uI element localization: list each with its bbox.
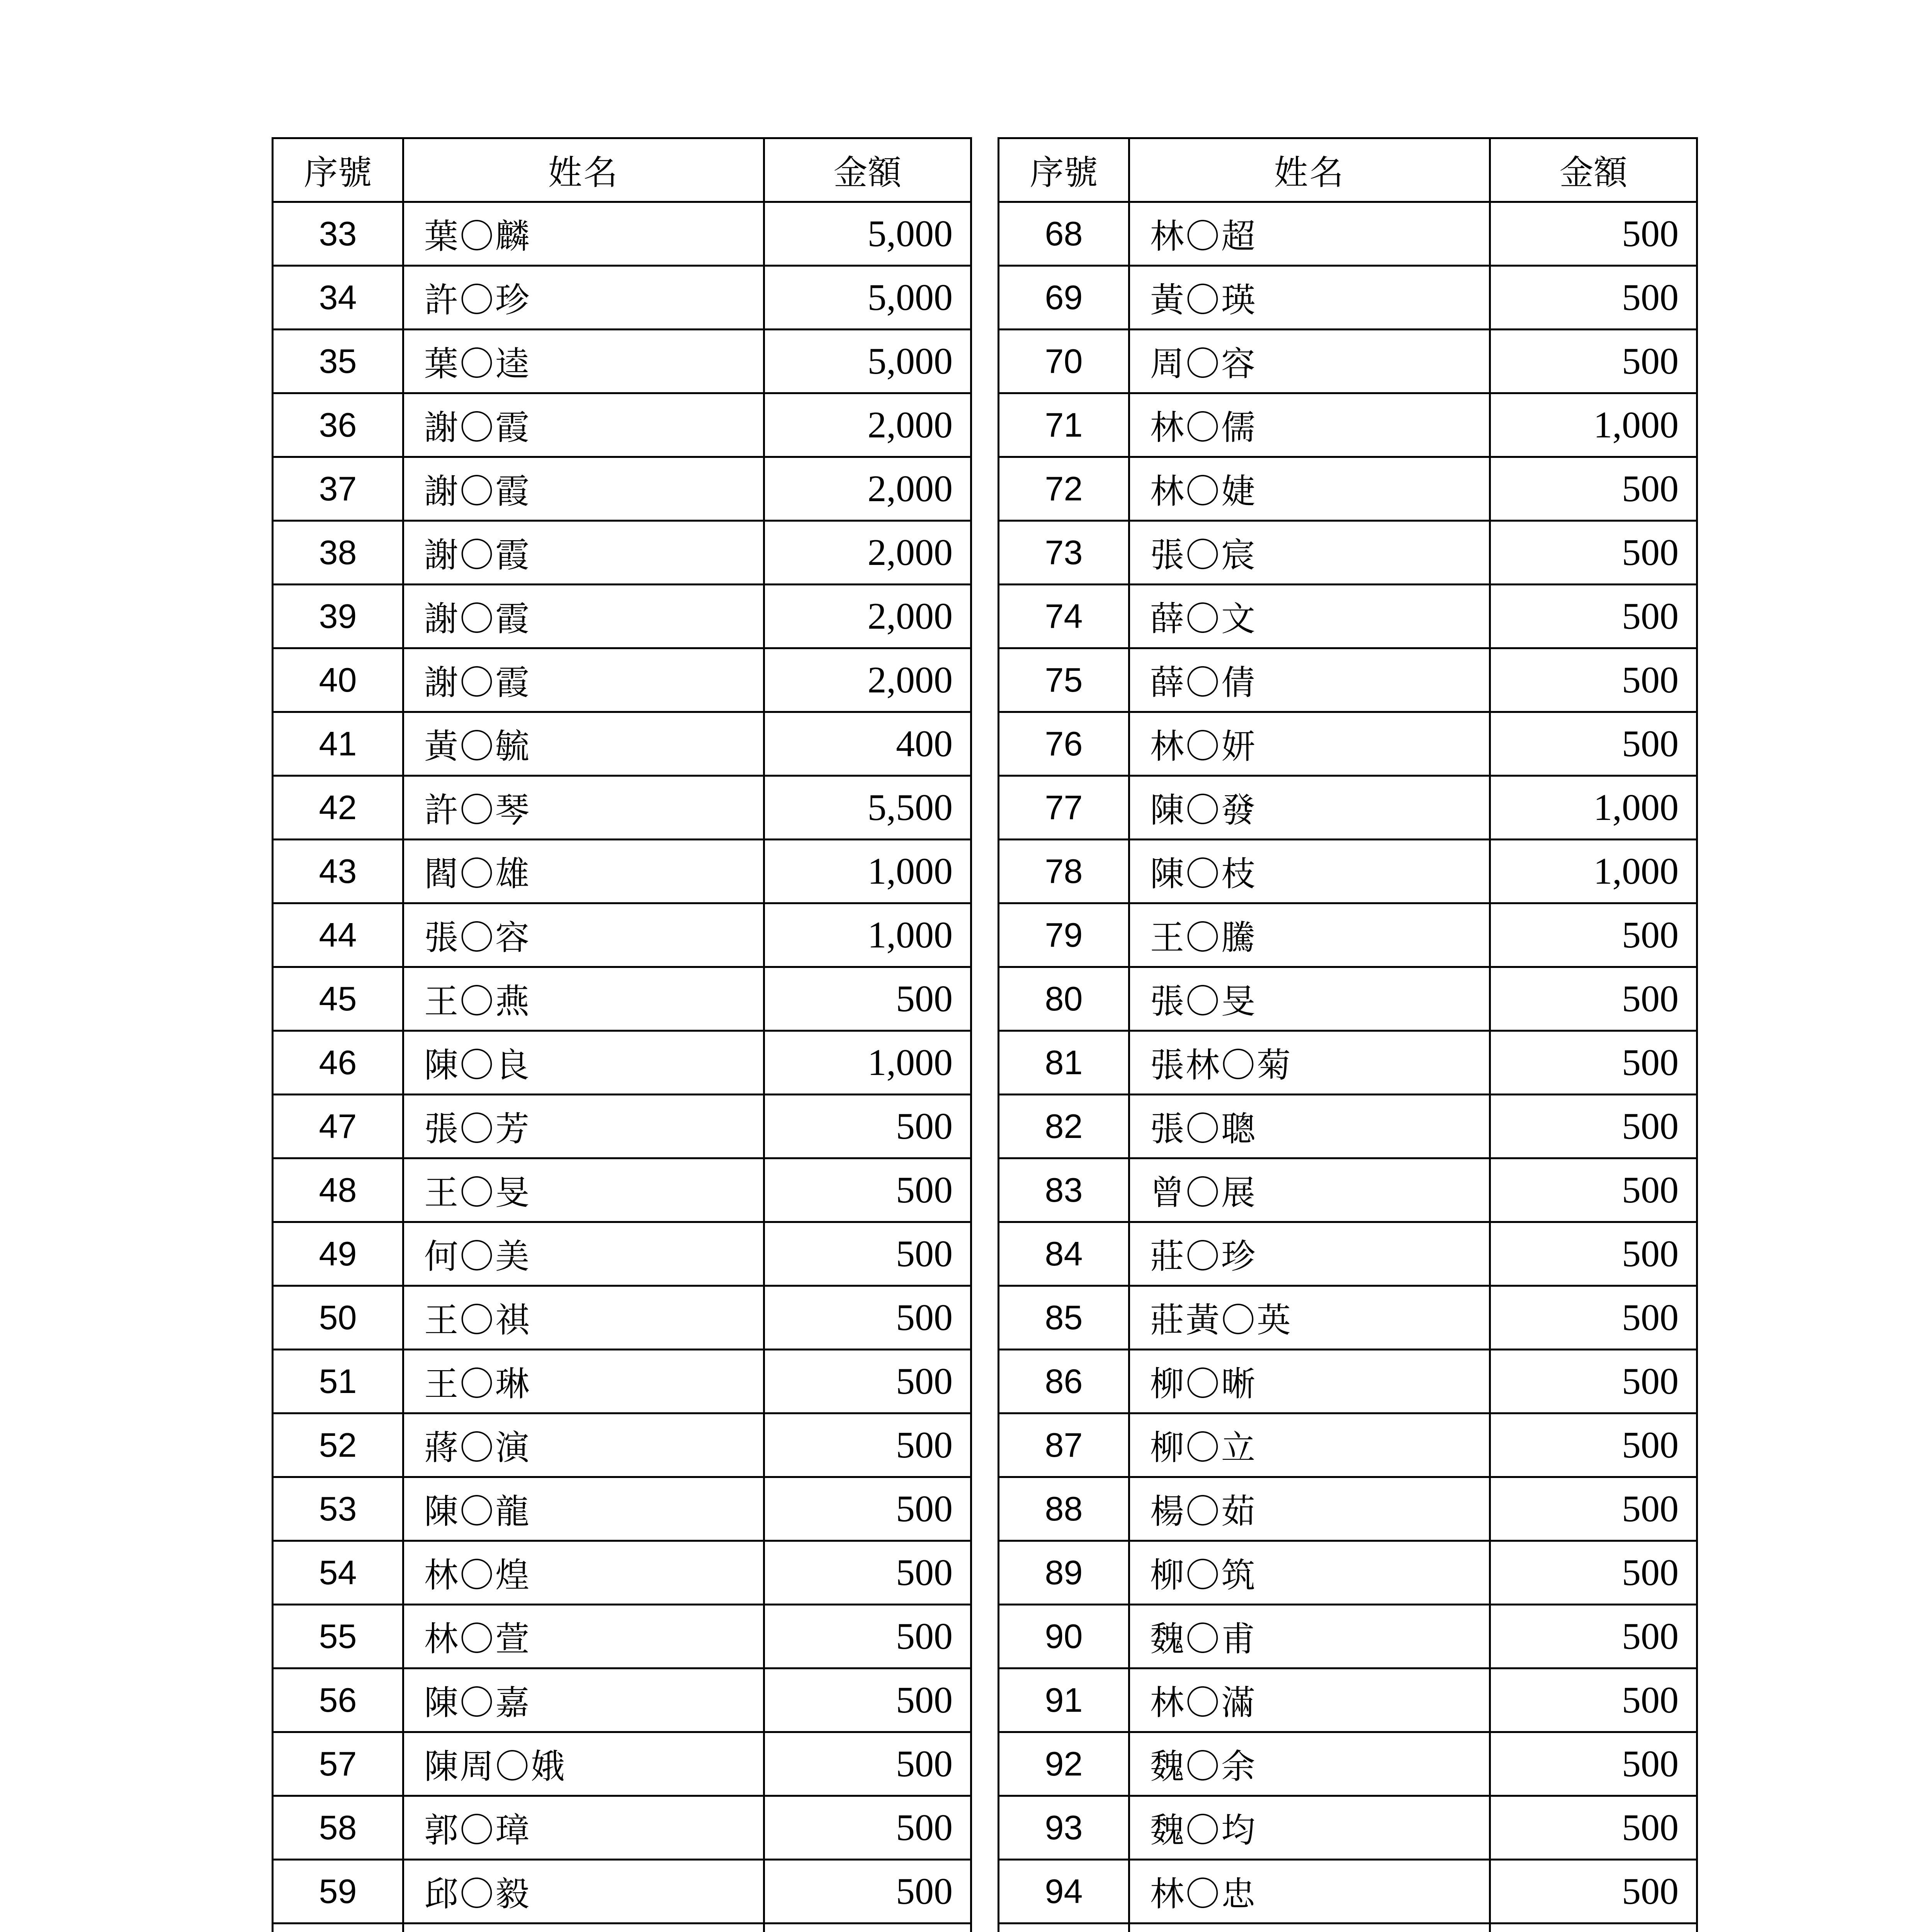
amount-cell: 500 (1490, 585, 1697, 648)
amount-cell: 500 (1490, 521, 1697, 585)
amount-cell: 1,000 (764, 840, 971, 903)
name-cell: 林〇超 (1129, 202, 1490, 266)
amount-cell: 2,000 (764, 393, 971, 457)
name-cell: 何〇美 (403, 1222, 764, 1286)
name-cell: 王〇琳 (403, 1350, 764, 1413)
serial-number-cell: 93 (999, 1796, 1129, 1860)
amount-cell: 500 (1490, 903, 1697, 967)
name-cell: 莊〇珍 (1129, 1222, 1490, 1286)
amount-cell: 500 (1490, 1350, 1697, 1413)
donor-table-left (272, 137, 972, 1932)
amount-cell: 500 (764, 1605, 971, 1668)
name-cell: 陳〇龍 (403, 1477, 764, 1541)
amount-cell: 500 (764, 1158, 971, 1222)
donor-table-right (998, 137, 1698, 1932)
amount-cell: 2,000 (764, 521, 971, 585)
header-amount: 金額 (1490, 138, 1697, 202)
table-row (273, 1413, 971, 1477)
name-cell: 許〇珍 (403, 266, 764, 330)
table-row (999, 1222, 1697, 1286)
amount-cell: 500 (764, 1732, 971, 1796)
serial-number-cell: 52 (273, 1413, 403, 1477)
name-cell: 林〇滿 (1129, 1668, 1490, 1732)
table-row (999, 776, 1697, 840)
table-row (273, 1860, 971, 1923)
table-body-right (999, 202, 1697, 1932)
serial-number-cell: 40 (273, 648, 403, 712)
amount-cell: 500 (1490, 648, 1697, 712)
table-row (999, 1796, 1697, 1860)
header-name: 姓名 (403, 138, 764, 202)
amount-cell: 1,000 (1490, 393, 1697, 457)
table-row (999, 840, 1697, 903)
amount-cell: 500 (764, 1095, 971, 1158)
name-cell: 王〇燕 (403, 967, 764, 1031)
amount-cell: 500 (1490, 967, 1697, 1031)
name-cell: 林〇忠 (1129, 1860, 1490, 1923)
table-row (273, 1095, 971, 1158)
table-row (273, 1477, 971, 1541)
serial-number-cell: 69 (999, 266, 1129, 330)
table-row (999, 1350, 1697, 1413)
amount-cell: 500 (1490, 1158, 1697, 1222)
name-cell: 閻〇雄 (403, 840, 764, 903)
table-row (999, 1413, 1697, 1477)
serial-number-cell: 87 (999, 1413, 1129, 1477)
table-row (999, 1031, 1697, 1095)
serial-number-cell: 72 (999, 457, 1129, 521)
serial-number-cell: 71 (999, 393, 1129, 457)
table-row (999, 1732, 1697, 1796)
name-cell: 葉〇逵 (403, 330, 764, 393)
table-row (273, 266, 971, 330)
serial-number-cell: 38 (273, 521, 403, 585)
name-cell: 邱〇毅 (403, 1860, 764, 1923)
table-row (999, 1923, 1697, 1932)
name-cell: 王〇騰 (1129, 903, 1490, 967)
name-cell: 張林〇菊 (1129, 1031, 1490, 1095)
name-cell: 王〇旻 (403, 1158, 764, 1222)
table-row (273, 1923, 971, 1932)
serial-number-cell: 85 (999, 1286, 1129, 1350)
table-row (273, 585, 971, 648)
name-cell: 陳〇嘉 (403, 1668, 764, 1732)
table-row (273, 1158, 971, 1222)
serial-number-cell: 39 (273, 585, 403, 648)
table-row (273, 1350, 971, 1413)
serial-number-cell: 70 (999, 330, 1129, 393)
name-cell: 謝〇霞 (403, 585, 764, 648)
amount-cell: 500 (1490, 1605, 1697, 1668)
table-row (273, 202, 971, 266)
name-cell: 郭〇璋 (403, 1796, 764, 1860)
serial-number-cell: 76 (999, 712, 1129, 776)
name-cell: 柳〇立 (1129, 1413, 1490, 1477)
table-row (273, 330, 971, 393)
amount-cell: 2,000 (764, 585, 971, 648)
amount-cell: 500 (764, 1222, 971, 1286)
table-row (273, 967, 971, 1031)
amount-cell: 500 (1490, 1095, 1697, 1158)
amount-cell: 500 (1490, 1222, 1697, 1286)
name-cell: 葉〇麟 (403, 202, 764, 266)
table-row (999, 266, 1697, 330)
header-serial-number: 序號 (273, 138, 403, 202)
serial-number-cell (273, 1923, 403, 1932)
amount-cell: 500 (764, 1796, 971, 1860)
table-row (273, 1031, 971, 1095)
table-row (273, 1605, 971, 1668)
amount-cell: 500 (1490, 330, 1697, 393)
name-cell: 林〇妍 (1129, 712, 1490, 776)
name-cell: 蔣〇演 (403, 1413, 764, 1477)
table-row (999, 1605, 1697, 1668)
name-cell: 張〇宸 (1129, 521, 1490, 585)
serial-number-cell: 73 (999, 521, 1129, 585)
serial-number-cell: 84 (999, 1222, 1129, 1286)
serial-number-cell: 47 (273, 1095, 403, 1158)
serial-number-cell: 91 (999, 1668, 1129, 1732)
name-cell: 陳〇發 (1129, 776, 1490, 840)
amount-cell: 1,000 (764, 903, 971, 967)
name-cell (403, 1923, 764, 1932)
name-cell: 楊〇茹 (1129, 1477, 1490, 1541)
table-row (999, 1286, 1697, 1350)
serial-number-cell: 56 (273, 1668, 403, 1732)
amount-cell: 500 (764, 1350, 971, 1413)
serial-number-cell: 77 (999, 776, 1129, 840)
serial-number-cell: 89 (999, 1541, 1129, 1605)
amount-cell: 1,000 (764, 1031, 971, 1095)
name-cell: 謝〇霞 (403, 648, 764, 712)
amount-cell: 500 (1490, 712, 1697, 776)
name-cell: 張〇容 (403, 903, 764, 967)
table-row (273, 521, 971, 585)
serial-number-cell: 53 (273, 1477, 403, 1541)
serial-number-cell: 83 (999, 1158, 1129, 1222)
table-row (999, 1668, 1697, 1732)
amount-cell: 5,000 (764, 330, 971, 393)
name-cell: 張〇旻 (1129, 967, 1490, 1031)
name-cell: 陳〇良 (403, 1031, 764, 1095)
table-row (999, 393, 1697, 457)
serial-number-cell: 86 (999, 1350, 1129, 1413)
amount-cell: 500 (764, 1541, 971, 1605)
table-row (999, 585, 1697, 648)
name-cell: 薛〇文 (1129, 585, 1490, 648)
amount-cell: 5,000 (764, 202, 971, 266)
serial-number-cell: 59 (273, 1860, 403, 1923)
name-cell: 周〇容 (1129, 330, 1490, 393)
serial-number-cell: 81 (999, 1031, 1129, 1095)
amount-cell: 500 (764, 1477, 971, 1541)
amount-cell: 2,000 (764, 457, 971, 521)
name-cell: 謝〇霞 (403, 457, 764, 521)
table-header-row (999, 138, 1697, 202)
name-cell: 薛〇倩 (1129, 648, 1490, 712)
serial-number-cell: 36 (273, 393, 403, 457)
name-cell: 林〇煌 (403, 1541, 764, 1605)
amount-cell: 1,000 (1490, 840, 1697, 903)
amount-cell: 500 (1490, 1413, 1697, 1477)
table-row (273, 1222, 971, 1286)
table-row (999, 1860, 1697, 1923)
serial-number-cell: 49 (273, 1222, 403, 1286)
serial-number-cell: 37 (273, 457, 403, 521)
amount-cell: 500 (1490, 266, 1697, 330)
amount-cell: 500 (1490, 1860, 1697, 1923)
table-row (273, 1732, 971, 1796)
amount-cell: 500 (1490, 1477, 1697, 1541)
serial-number-cell: 90 (999, 1605, 1129, 1668)
table-row (999, 202, 1697, 266)
serial-number-cell: 44 (273, 903, 403, 967)
name-cell: 林〇萱 (403, 1605, 764, 1668)
serial-number-cell: 33 (273, 202, 403, 266)
table-row (273, 1286, 971, 1350)
name-cell: 黃〇瑛 (1129, 266, 1490, 330)
serial-number-cell: 34 (273, 266, 403, 330)
serial-number-cell: 42 (273, 776, 403, 840)
name-cell: 莊黃〇英 (1129, 1286, 1490, 1350)
serial-number-cell: 80 (999, 967, 1129, 1031)
amount-cell: 500 (764, 1860, 971, 1923)
table-row (999, 457, 1697, 521)
amount-cell: 500 (1490, 1541, 1697, 1605)
serial-number-cell: 58 (273, 1796, 403, 1860)
amount-cell: 500 (1490, 1668, 1697, 1732)
name-cell: 柳〇晰 (1129, 1350, 1490, 1413)
name-cell: 林〇儒 (1129, 393, 1490, 457)
amount-cell: 500 (1490, 457, 1697, 521)
header-amount: 金額 (764, 138, 971, 202)
table-row (999, 903, 1697, 967)
amount-cell: 500 (764, 967, 971, 1031)
table-row (273, 648, 971, 712)
table-row (273, 1668, 971, 1732)
serial-number-cell: 75 (999, 648, 1129, 712)
serial-number-cell: 79 (999, 903, 1129, 967)
table-row (999, 1477, 1697, 1541)
amount-cell (1490, 1923, 1697, 1932)
table-row (999, 330, 1697, 393)
table-header-row (273, 138, 971, 202)
table-row (999, 1158, 1697, 1222)
serial-number-cell: 51 (273, 1350, 403, 1413)
amount-cell: 500 (764, 1286, 971, 1350)
serial-number-cell: 82 (999, 1095, 1129, 1158)
table-row (273, 776, 971, 840)
serial-number-cell: 74 (999, 585, 1129, 648)
serial-number-cell: 68 (999, 202, 1129, 266)
amount-cell: 5,500 (764, 776, 971, 840)
serial-number-cell: 46 (273, 1031, 403, 1095)
name-cell (1129, 1923, 1490, 1932)
header-serial-number: 序號 (999, 138, 1129, 202)
name-cell: 曾〇展 (1129, 1158, 1490, 1222)
serial-number-cell: 45 (273, 967, 403, 1031)
serial-number-cell: 50 (273, 1286, 403, 1350)
table-row (999, 967, 1697, 1031)
amount-cell: 500 (1490, 1732, 1697, 1796)
name-cell: 魏〇甫 (1129, 1605, 1490, 1668)
name-cell: 張〇聰 (1129, 1095, 1490, 1158)
name-cell: 張〇芳 (403, 1095, 764, 1158)
serial-number-cell: 92 (999, 1732, 1129, 1796)
serial-number-cell: 41 (273, 712, 403, 776)
header-name: 姓名 (1129, 138, 1490, 202)
amount-cell: 500 (1490, 1031, 1697, 1095)
serial-number-cell: 35 (273, 330, 403, 393)
table-row (273, 457, 971, 521)
name-cell: 魏〇均 (1129, 1796, 1490, 1860)
name-cell: 林〇婕 (1129, 457, 1490, 521)
serial-number-cell: 43 (273, 840, 403, 903)
amount-cell (764, 1923, 971, 1932)
serial-number-cell: 88 (999, 1477, 1129, 1541)
serial-number-cell: 54 (273, 1541, 403, 1605)
name-cell: 柳〇筑 (1129, 1541, 1490, 1605)
serial-number-cell: 78 (999, 840, 1129, 903)
name-cell: 魏〇余 (1129, 1732, 1490, 1796)
table-row (999, 648, 1697, 712)
name-cell: 謝〇霞 (403, 393, 764, 457)
amount-cell: 500 (764, 1413, 971, 1477)
name-cell: 許〇琴 (403, 776, 764, 840)
table-row (999, 1095, 1697, 1158)
serial-number-cell: 55 (273, 1605, 403, 1668)
name-cell: 黃〇毓 (403, 712, 764, 776)
name-cell: 謝〇霞 (403, 521, 764, 585)
name-cell: 王〇祺 (403, 1286, 764, 1350)
amount-cell: 1,000 (1490, 776, 1697, 840)
name-cell: 陳〇枝 (1129, 840, 1490, 903)
name-cell: 陳周〇娥 (403, 1732, 764, 1796)
table-body-left (273, 202, 971, 1932)
serial-number-cell: 94 (999, 1860, 1129, 1923)
amount-cell: 2,000 (764, 648, 971, 712)
table-row (273, 1541, 971, 1605)
amount-cell: 500 (764, 1668, 971, 1732)
serial-number-cell: 57 (273, 1732, 403, 1796)
amount-cell: 400 (764, 712, 971, 776)
table-row (273, 840, 971, 903)
table-row (273, 1796, 971, 1860)
serial-number-cell: 48 (273, 1158, 403, 1222)
amount-cell: 500 (1490, 1796, 1697, 1860)
amount-cell: 5,000 (764, 266, 971, 330)
table-row (273, 903, 971, 967)
table-row (273, 712, 971, 776)
table-row (273, 393, 971, 457)
amount-cell: 500 (1490, 1286, 1697, 1350)
table-row (999, 712, 1697, 776)
serial-number-cell (999, 1923, 1129, 1932)
amount-cell: 500 (1490, 202, 1697, 266)
table-row (999, 521, 1697, 585)
table-row (999, 1541, 1697, 1605)
